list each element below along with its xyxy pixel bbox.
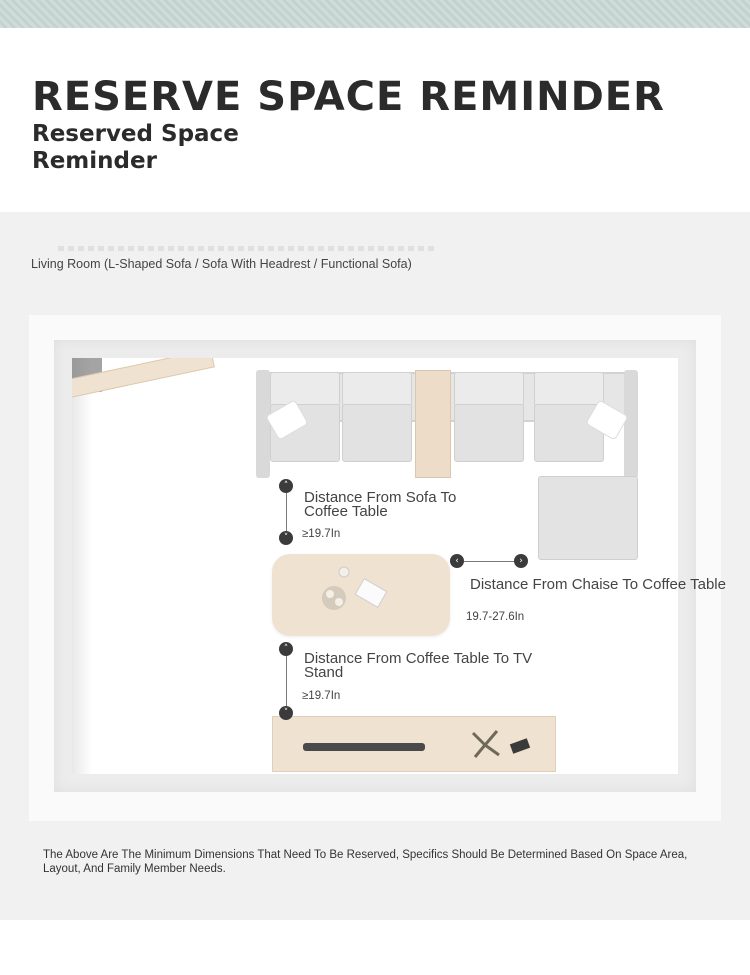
- faint-divider: [58, 246, 438, 251]
- room-walls: [54, 340, 726, 792]
- chevron-up-icon: ˄: [279, 642, 293, 656]
- chevron-down-icon: ˅: [279, 706, 293, 720]
- dimension-value-table-tv: ≥19.7In: [302, 690, 341, 702]
- sofa-console-table: [415, 370, 451, 478]
- sofa-chaise: [538, 476, 638, 560]
- plant-decor-icon: [467, 725, 547, 765]
- decorative-top-strip: [0, 0, 750, 28]
- page-title: RESERVE SPACE REMINDER: [32, 74, 665, 120]
- sofa-seat: [454, 404, 524, 462]
- sofa-seat: [342, 404, 412, 462]
- sofa-back-cushion: [534, 372, 604, 406]
- footnote: The Above Are The Minimum Dimensions That Need To Be Reserved, Specifics Should Be Determined Based On Space Area, Layout, And Family Member Needs.: [43, 849, 688, 875]
- chevron-up-icon: ˄: [279, 479, 293, 493]
- flower-vase-icon: [312, 562, 402, 622]
- tv-stand: [272, 716, 556, 772]
- sofa-back-cushion: [270, 372, 340, 406]
- dimension-label-chaise-table: Distance From Chaise To Coffee Table: [470, 576, 726, 593]
- room-floor: [72, 358, 726, 774]
- sofa-arm-right: [624, 370, 638, 478]
- television: [303, 743, 425, 751]
- dimension-value-sofa-table: ≥19.7In: [302, 528, 341, 540]
- room-type-caption: Living Room (L-Shaped Sofa / Sofa With Headrest / Functional Sofa): [31, 257, 412, 271]
- sofa-back-cushion: [454, 372, 524, 406]
- wall-shadow: [72, 358, 92, 774]
- chevron-down-icon: ˅: [279, 531, 293, 545]
- sofa-arm-left: [256, 370, 270, 478]
- floor-plan-frame: [29, 315, 726, 821]
- corner-shelf-icon: [72, 358, 222, 418]
- dimension-label-table-tv: Distance From Coffee Table To TV Stand: [304, 650, 533, 681]
- coffee-table: [272, 554, 450, 636]
- dimension-label-sofa-table: Distance From Sofa To Coffee Table: [304, 489, 457, 520]
- sofa-back-cushion: [342, 372, 412, 406]
- dimension-line-table-tv: [286, 648, 287, 710]
- header: [0, 28, 750, 212]
- chevron-right-icon: ›: [514, 554, 528, 568]
- floor-plan-section: [0, 212, 750, 920]
- chevron-left-icon: ‹: [450, 554, 464, 568]
- page-subtitle: Reserved Space Reminder: [32, 121, 239, 174]
- dimension-value-chaise-table: 19.7-27.6In: [466, 611, 525, 623]
